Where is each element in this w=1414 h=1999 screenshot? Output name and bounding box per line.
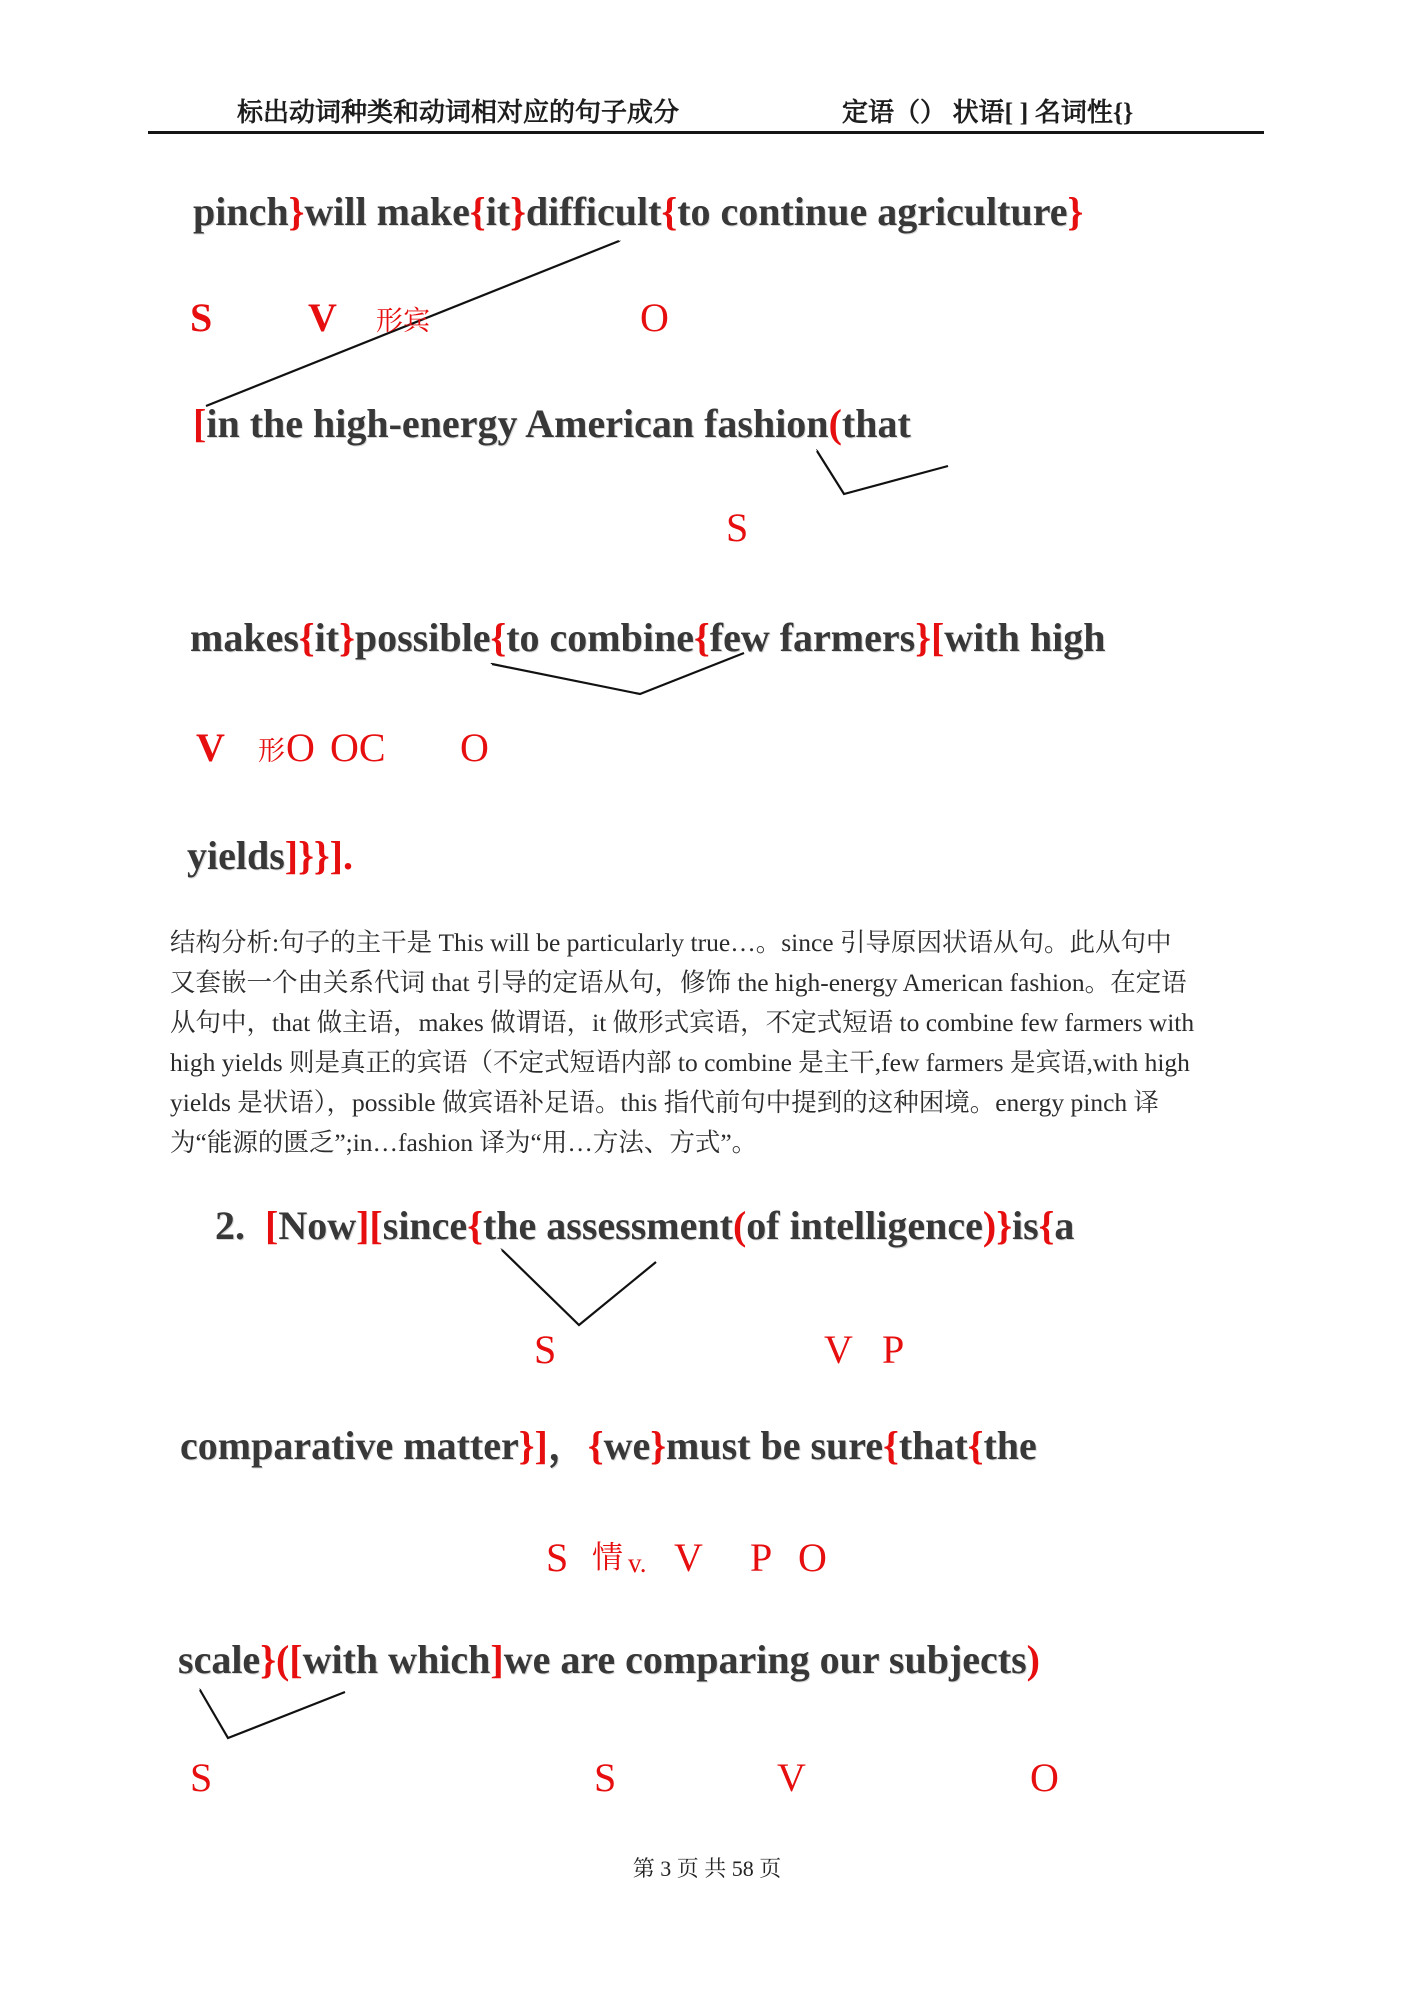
- sentence-text: to continue agriculture: [677, 189, 1068, 234]
- grammar-label-O: O: [640, 295, 669, 340]
- bracket-mark: {: [661, 189, 678, 234]
- sentence1-line2: [193, 401, 911, 446]
- bracket-mark: {: [694, 615, 710, 660]
- sentence-text: it: [485, 189, 511, 234]
- sentence-text: scale: [178, 1637, 261, 1682]
- bracket-mark: {: [587, 1423, 604, 1468]
- bracket-mark: {: [1038, 1203, 1055, 1248]
- sentence-text: a: [1054, 1203, 1075, 1248]
- arrow-intelligence-to-assessment: [502, 1250, 656, 1325]
- grammar-label-O: O: [1030, 1755, 1059, 1800]
- grammar-label-P: P: [750, 1535, 773, 1580]
- sentence-text: it: [314, 615, 340, 660]
- bracket-mark: [: [930, 615, 945, 660]
- bracket-mark: }: [915, 615, 931, 660]
- sentence-text: few farmers: [709, 615, 916, 660]
- bracket-mark: ): [1026, 1637, 1040, 1682]
- bracket-mark: {: [469, 189, 486, 234]
- sentence-text: 2.: [215, 1203, 265, 1248]
- bracket-mark: ][: [356, 1203, 383, 1248]
- bracket-mark: {: [490, 615, 507, 660]
- bracket-mark: }: [288, 189, 305, 234]
- sentence2-line2: [180, 1423, 1037, 1468]
- analysis-line: high yields 则是真正的宾语（不定式短语内部 to combine 是主干,few farmers 是宾语,with high: [170, 1048, 1190, 1077]
- analysis-line: 为“能源的匮乏”;in…fashion 译为“用…方法、方式”。: [170, 1128, 758, 1157]
- sentence-text: the: [983, 1423, 1037, 1468]
- sentence-text: in the high-energy American fashion: [206, 401, 829, 446]
- grammar-label-V: V: [308, 295, 337, 340]
- sentence-text: that: [841, 401, 911, 446]
- bracket-mark: {: [298, 615, 315, 660]
- grammar-label-S: S: [594, 1755, 617, 1800]
- analysis-line: 又套嵌一个由关系代词 that 引导的定语从句，修饰 the high-energy American fashion。在定语: [170, 968, 1187, 997]
- grammar-label-形: 形: [258, 736, 285, 766]
- bracket-mark: ]}}].: [284, 833, 353, 878]
- grammar-label-V: V: [196, 725, 225, 770]
- header-rule: [148, 131, 1264, 134]
- header-left-title: 标出动词种类和动词相对应的句子成分: [237, 98, 680, 127]
- grammar-label-S: S: [534, 1327, 557, 1372]
- bracket-mark: }: [339, 615, 355, 660]
- bracket-mark: [: [193, 401, 207, 446]
- sentence2-line1: [215, 1203, 1075, 1248]
- grammar-label-V: V: [777, 1755, 806, 1800]
- bracket-mark: [: [265, 1203, 279, 1248]
- sentence-text: since: [382, 1203, 468, 1248]
- grammar-label-S: S: [190, 295, 213, 340]
- page-number-footer: 第 3 页 共 58 页: [632, 1856, 782, 1881]
- grammar-label-OC: OC: [330, 725, 386, 770]
- grammar-label-S: S: [190, 1755, 213, 1800]
- sentence-text: we: [603, 1423, 651, 1468]
- bracket-mark: }(: [260, 1637, 290, 1682]
- sentence-text: with high: [944, 615, 1106, 660]
- grammar-label-O: O: [460, 725, 489, 770]
- sentence-text: is: [1011, 1203, 1039, 1248]
- sentence-text: difficult: [525, 189, 662, 234]
- sentence-text: with which: [302, 1637, 491, 1682]
- bracket-mark: ]: [490, 1637, 504, 1682]
- sentence-text: the assessment: [482, 1203, 733, 1248]
- bracket-mark: [: [289, 1637, 303, 1682]
- sentence-text: possible: [354, 615, 491, 660]
- analysis-line: 结构分析:句子的主干是 This will be particularly true…。since 引导原因状语从句。此从句中: [170, 928, 1172, 957]
- header-right-legend: 定语（） 状语[ ] 名词性{}: [842, 98, 1134, 127]
- sentence1-line1: [193, 189, 1084, 234]
- grammar-label-形宾: 形宾: [376, 306, 430, 336]
- bracket-mark: (: [732, 1203, 747, 1248]
- grammar-label-O: O: [286, 725, 315, 770]
- bracket-mark: {: [467, 1203, 483, 1248]
- sentence2-line3: [178, 1637, 1040, 1682]
- bracket-mark: {: [883, 1423, 899, 1468]
- grammar-label-情: 情: [592, 1540, 623, 1575]
- bracket-mark: }: [510, 189, 526, 234]
- bracket-mark: }: [650, 1423, 666, 1468]
- analysis-line: 从句中，that 做主语，makes 做谓语，it 做形式宾语，不定式短语 to combine few farmers with: [170, 1008, 1195, 1037]
- arrow-that-to-fashion: [817, 451, 948, 494]
- analysis-line: yields 是状语），possible 做宾语补足语。this 指代前句中提到的这种困境。energy pinch 译: [170, 1088, 1160, 1117]
- sentence-text: of intelligence: [746, 1203, 983, 1248]
- grammar-label-v.: v.: [628, 1548, 647, 1578]
- sentence-text: that: [898, 1423, 968, 1468]
- grammar-label-S: S: [726, 505, 749, 550]
- bracket-mark: }: [1067, 189, 1084, 234]
- sentence-text: will make: [304, 189, 470, 234]
- bracket-mark: }]: [518, 1423, 548, 1468]
- sentence-text: yields: [187, 833, 285, 878]
- grammar-label-O: O: [798, 1535, 827, 1580]
- grammar-label-V: V: [674, 1535, 703, 1580]
- sentence-text: we are comparing our subjects: [503, 1637, 1027, 1682]
- sentence-text: must be sure: [666, 1423, 884, 1468]
- arrow-to-scale: [200, 1690, 345, 1738]
- sentence-text: makes: [190, 615, 299, 660]
- sentence-text: comparative matter: [180, 1423, 519, 1468]
- grammar-label-V: V: [824, 1327, 853, 1372]
- grammar-label-S: S: [546, 1535, 569, 1580]
- sentence1-line3: [190, 615, 1106, 660]
- grammar-label-P: P: [882, 1327, 905, 1372]
- sentence-text: to combine: [506, 615, 694, 660]
- bracket-mark: {: [967, 1423, 984, 1468]
- bracket-mark: )}: [982, 1203, 1012, 1248]
- sentence1-line4: [187, 833, 353, 878]
- bracket-mark: (: [828, 401, 842, 446]
- sentence-text: ，: [547, 1423, 588, 1468]
- sentence-text: Now: [278, 1203, 357, 1248]
- sentence-text: pinch: [193, 189, 289, 234]
